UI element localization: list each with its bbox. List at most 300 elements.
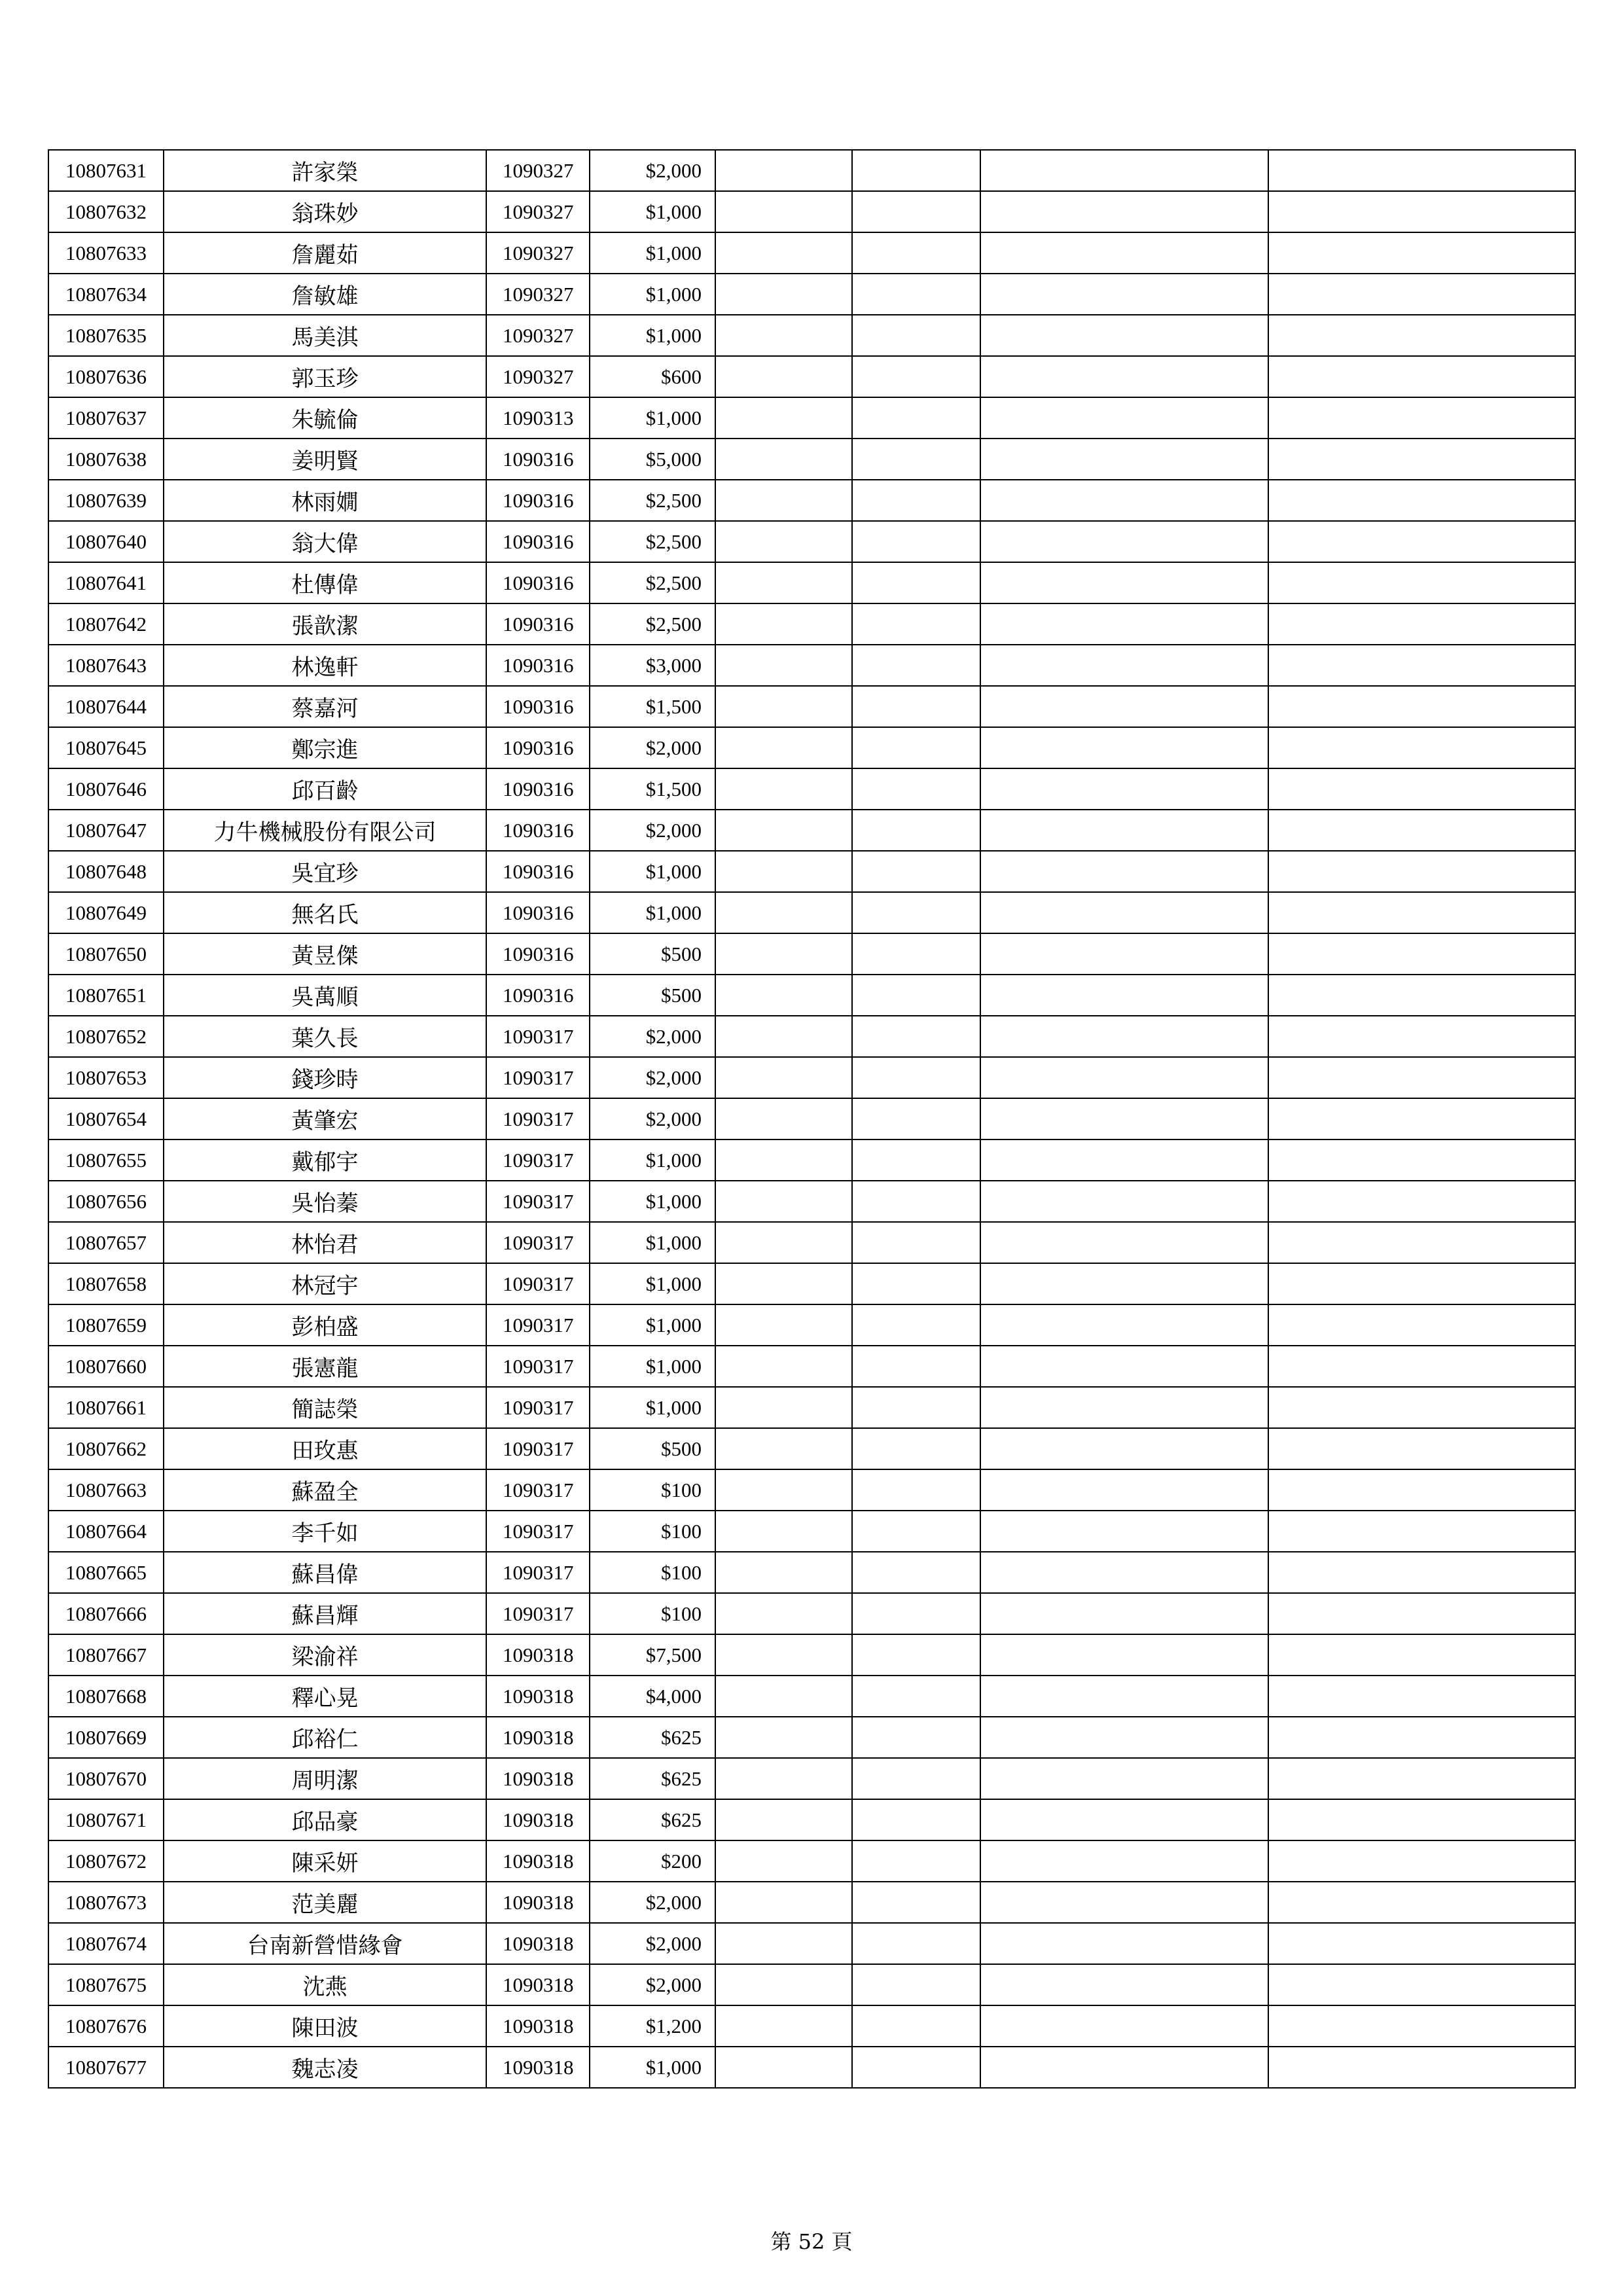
date-cell: 1090317 [486,1387,590,1428]
donor-name-cell: 李千如 [164,1511,486,1552]
empty-cell [852,810,980,851]
date-cell: 1090318 [486,1634,590,1676]
receipt-number-cell: 10807634 [48,274,164,315]
table-row [48,686,1575,727]
empty-cell [1268,933,1575,975]
empty-cell [715,933,852,975]
date-cell: 1090316 [486,727,590,768]
empty-cell [1268,1098,1575,1139]
empty-cell [715,1676,852,1717]
date-cell: 1090316 [486,810,590,851]
empty-cell [980,686,1268,727]
empty-cell [1268,1016,1575,1057]
donor-name-cell: 沈燕 [164,1964,486,2005]
date-cell: 1090316 [486,686,590,727]
amount-cell: $100 [590,1469,715,1511]
empty-cell [715,1222,852,1263]
donor-name-cell: 陳田波 [164,2005,486,2047]
empty-cell [980,1304,1268,1346]
receipt-number-cell: 10807655 [48,1139,164,1181]
empty-cell [980,439,1268,480]
receipt-number-cell: 10807659 [48,1304,164,1346]
receipt-number-cell: 10807650 [48,933,164,975]
donor-name-cell: 吳萬順 [164,975,486,1016]
receipt-number-cell: 10807664 [48,1511,164,1552]
receipt-number-cell: 10807675 [48,1964,164,2005]
table-row [48,1511,1575,1552]
amount-cell: $5,000 [590,439,715,480]
empty-cell [852,191,980,232]
empty-cell [980,1717,1268,1758]
date-cell: 1090327 [486,356,590,397]
table-row [48,1717,1575,1758]
amount-cell: $1,000 [590,851,715,892]
date-cell: 1090316 [486,892,590,933]
amount-cell: $3,000 [590,645,715,686]
empty-cell [980,232,1268,274]
table-row [48,1263,1575,1304]
amount-cell: $4,000 [590,1676,715,1717]
empty-cell [852,603,980,645]
donor-name-cell: 蘇盈全 [164,1469,486,1511]
empty-cell [1268,480,1575,521]
ledger-body [48,150,1575,2088]
empty-cell [1268,562,1575,603]
date-cell: 1090327 [486,191,590,232]
table-row [48,480,1575,521]
table-row [48,1799,1575,1840]
receipt-number-cell: 10807647 [48,810,164,851]
empty-cell [1268,1387,1575,1428]
empty-cell [1268,1304,1575,1346]
receipt-number-cell: 10807637 [48,397,164,439]
date-cell: 1090316 [486,975,590,1016]
empty-cell [980,1139,1268,1181]
amount-cell: $100 [590,1593,715,1634]
date-cell: 1090327 [486,274,590,315]
receipt-number-cell: 10807654 [48,1098,164,1139]
empty-cell [1268,1263,1575,1304]
empty-cell [1268,191,1575,232]
table-row [48,315,1575,356]
empty-cell [715,1346,852,1387]
empty-cell [1268,1057,1575,1098]
empty-cell [852,1840,980,1882]
donor-name-cell: 彭柏盛 [164,1304,486,1346]
receipt-number-cell: 10807665 [48,1552,164,1593]
donor-name-cell: 力牛機械股份有限公司 [164,810,486,851]
empty-cell [1268,397,1575,439]
receipt-number-cell: 10807635 [48,315,164,356]
table-row [48,356,1575,397]
empty-cell [715,1469,852,1511]
receipt-number-cell: 10807640 [48,521,164,562]
empty-cell [852,2047,980,2088]
empty-cell [715,1057,852,1098]
empty-cell [852,727,980,768]
receipt-number-cell: 10807670 [48,1758,164,1799]
donor-name-cell: 陳采妍 [164,1840,486,1882]
empty-cell [980,1222,1268,1263]
empty-cell [1268,1428,1575,1469]
date-cell: 1090316 [486,645,590,686]
donor-name-cell: 朱毓倫 [164,397,486,439]
amount-cell: $2,500 [590,521,715,562]
empty-cell [715,315,852,356]
date-cell: 1090317 [486,1222,590,1263]
table-row [48,1758,1575,1799]
receipt-number-cell: 10807644 [48,686,164,727]
empty-cell [980,727,1268,768]
receipt-number-cell: 10807646 [48,768,164,810]
empty-cell [1268,2047,1575,2088]
date-cell: 1090317 [486,1057,590,1098]
amount-cell: $2,000 [590,1016,715,1057]
empty-cell [715,1511,852,1552]
date-cell: 1090318 [486,1758,590,1799]
amount-cell: $2,500 [590,603,715,645]
empty-cell [715,1016,852,1057]
empty-cell [715,232,852,274]
empty-cell [852,2005,980,2047]
donor-name-cell: 蘇昌輝 [164,1593,486,1634]
empty-cell [1268,315,1575,356]
empty-cell [1268,1552,1575,1593]
table-row [48,1139,1575,1181]
table-row [48,439,1575,480]
empty-cell [1268,810,1575,851]
amount-cell: $7,500 [590,1634,715,1676]
empty-cell [980,1882,1268,1923]
amount-cell: $2,000 [590,727,715,768]
amount-cell: $1,000 [590,315,715,356]
empty-cell [980,1181,1268,1222]
empty-cell [1268,274,1575,315]
table-row [48,562,1575,603]
empty-cell [715,1964,852,2005]
date-cell: 1090318 [486,1676,590,1717]
date-cell: 1090327 [486,232,590,274]
table-row [48,768,1575,810]
empty-cell [980,1469,1268,1511]
receipt-number-cell: 10807667 [48,1634,164,1676]
empty-cell [715,521,852,562]
receipt-number-cell: 10807666 [48,1593,164,1634]
empty-cell [852,1304,980,1346]
donor-name-cell: 張憲龍 [164,1346,486,1387]
empty-cell [715,1717,852,1758]
empty-cell [852,521,980,562]
table-row [48,1882,1575,1923]
empty-cell [852,1181,980,1222]
amount-cell: $1,000 [590,2047,715,2088]
table-row [48,1840,1575,1882]
empty-cell [852,315,980,356]
empty-cell [715,1304,852,1346]
empty-cell [980,645,1268,686]
empty-cell [980,1263,1268,1304]
table-row [48,191,1575,232]
donor-name-cell: 詹麗茹 [164,232,486,274]
amount-cell: $500 [590,975,715,1016]
donor-name-cell: 林雨嫺 [164,480,486,521]
receipt-number-cell: 10807639 [48,480,164,521]
donor-name-cell: 黃昱傑 [164,933,486,975]
donation-ledger-table [48,149,1576,2089]
amount-cell: $200 [590,1840,715,1882]
empty-cell [1268,975,1575,1016]
donor-name-cell: 吳宜珍 [164,851,486,892]
table-row [48,1098,1575,1139]
table-row [48,1552,1575,1593]
page-number: 第 52 頁 [770,2229,853,2254]
empty-cell [715,1799,852,1840]
empty-cell [1268,1923,1575,1964]
date-cell: 1090318 [486,1840,590,1882]
empty-cell [715,1139,852,1181]
empty-cell [715,356,852,397]
donor-name-cell: 戴郁宇 [164,1139,486,1181]
empty-cell [980,191,1268,232]
amount-cell: $1,200 [590,2005,715,2047]
empty-cell [852,1469,980,1511]
empty-cell [852,1758,980,1799]
empty-cell [980,1676,1268,1717]
empty-cell [715,1552,852,1593]
empty-cell [980,274,1268,315]
empty-cell [852,1428,980,1469]
empty-cell [1268,150,1575,191]
table-row [48,1428,1575,1469]
empty-cell [980,1840,1268,1882]
date-cell: 1090313 [486,397,590,439]
empty-cell [1268,768,1575,810]
table-row [48,1676,1575,1717]
amount-cell: $1,000 [590,1346,715,1387]
date-cell: 1090318 [486,1964,590,2005]
empty-cell [715,397,852,439]
empty-cell [715,274,852,315]
empty-cell [1268,1222,1575,1263]
amount-cell: $1,500 [590,768,715,810]
empty-cell [715,562,852,603]
empty-cell [715,480,852,521]
donor-name-cell: 葉久長 [164,1016,486,1057]
date-cell: 1090316 [486,480,590,521]
donor-name-cell: 吳怡蓁 [164,1181,486,1222]
donor-name-cell: 張歆潔 [164,603,486,645]
empty-cell [852,562,980,603]
date-cell: 1090317 [486,1263,590,1304]
donor-name-cell: 蘇昌偉 [164,1552,486,1593]
empty-cell [715,1923,852,1964]
empty-cell [715,1098,852,1139]
empty-cell [980,933,1268,975]
donor-name-cell: 馬美淇 [164,315,486,356]
empty-cell [715,1181,852,1222]
receipt-number-cell: 10807672 [48,1840,164,1882]
receipt-number-cell: 10807638 [48,439,164,480]
donor-name-cell: 姜明賢 [164,439,486,480]
amount-cell: $100 [590,1552,715,1593]
empty-cell [980,1634,1268,1676]
donor-name-cell: 邱百齡 [164,768,486,810]
empty-cell [980,1511,1268,1552]
empty-cell [852,1923,980,1964]
empty-cell [980,603,1268,645]
empty-cell [1268,603,1575,645]
date-cell: 1090317 [486,1511,590,1552]
table-row [48,1057,1575,1098]
empty-cell [715,768,852,810]
empty-cell [852,1057,980,1098]
empty-cell [1268,232,1575,274]
receipt-number-cell: 10807653 [48,1057,164,1098]
date-cell: 1090317 [486,1346,590,1387]
empty-cell [980,356,1268,397]
table-row [48,975,1575,1016]
amount-cell: $1,000 [590,1181,715,1222]
empty-cell [852,1552,980,1593]
amount-cell: $2,000 [590,1057,715,1098]
table-row [48,150,1575,191]
table-row [48,603,1575,645]
empty-cell [715,439,852,480]
receipt-number-cell: 10807663 [48,1469,164,1511]
empty-cell [980,1428,1268,1469]
empty-cell [852,768,980,810]
amount-cell: $1,000 [590,1304,715,1346]
empty-cell [980,150,1268,191]
empty-cell [715,1840,852,1882]
amount-cell: $2,000 [590,1964,715,2005]
date-cell: 1090317 [486,1098,590,1139]
table-row [48,727,1575,768]
empty-cell [980,892,1268,933]
empty-cell [715,150,852,191]
receipt-number-cell: 10807652 [48,1016,164,1057]
amount-cell: $1,000 [590,397,715,439]
empty-cell [852,1676,980,1717]
empty-cell [980,1923,1268,1964]
empty-cell [852,439,980,480]
amount-cell: $2,500 [590,562,715,603]
receipt-number-cell: 10807658 [48,1263,164,1304]
empty-cell [715,892,852,933]
date-cell: 1090316 [486,562,590,603]
amount-cell: $1,000 [590,274,715,315]
empty-cell [852,645,980,686]
donor-name-cell: 魏志凌 [164,2047,486,2088]
empty-cell [715,2047,852,2088]
amount-cell: $625 [590,1758,715,1799]
amount-cell: $100 [590,1511,715,1552]
empty-cell [1268,1469,1575,1511]
donor-name-cell: 梁渝祥 [164,1634,486,1676]
empty-cell [1268,1634,1575,1676]
empty-cell [980,1552,1268,1593]
date-cell: 1090317 [486,1593,590,1634]
donor-name-cell: 詹敏雄 [164,274,486,315]
date-cell: 1090318 [486,2047,590,2088]
receipt-number-cell: 10807631 [48,150,164,191]
empty-cell [852,150,980,191]
table-row [48,521,1575,562]
empty-cell [1268,1139,1575,1181]
empty-cell [980,810,1268,851]
empty-cell [852,686,980,727]
empty-cell [852,1799,980,1840]
table-row [48,1923,1575,1964]
donor-name-cell: 無名氏 [164,892,486,933]
receipt-number-cell: 10807642 [48,603,164,645]
table-row [48,2005,1575,2047]
empty-cell [980,1098,1268,1139]
receipt-number-cell: 10807660 [48,1346,164,1387]
empty-cell [852,1634,980,1676]
receipt-number-cell: 10807677 [48,2047,164,2088]
donor-name-cell: 杜傳偉 [164,562,486,603]
empty-cell [852,1717,980,1758]
donor-name-cell: 台南新營惜緣會 [164,1923,486,1964]
empty-cell [1268,1717,1575,1758]
empty-cell [980,521,1268,562]
amount-cell: $2,000 [590,1923,715,1964]
empty-cell [852,851,980,892]
donor-name-cell: 錢珍時 [164,1057,486,1098]
receipt-number-cell: 10807669 [48,1717,164,1758]
empty-cell [1268,686,1575,727]
date-cell: 1090317 [486,1552,590,1593]
amount-cell: $600 [590,356,715,397]
empty-cell [715,727,852,768]
table-row [48,933,1575,975]
receipt-number-cell: 10807673 [48,1882,164,1923]
receipt-number-cell: 10807636 [48,356,164,397]
donor-name-cell: 范美麗 [164,1882,486,1923]
date-cell: 1090318 [486,2005,590,2047]
table-row [48,1304,1575,1346]
donor-name-cell: 翁大偉 [164,521,486,562]
table-row [48,397,1575,439]
amount-cell: $1,000 [590,892,715,933]
empty-cell [1268,645,1575,686]
receipt-number-cell: 10807641 [48,562,164,603]
empty-cell [1268,1346,1575,1387]
empty-cell [852,1964,980,2005]
date-cell: 1090317 [486,1304,590,1346]
donor-name-cell: 翁珠妙 [164,191,486,232]
date-cell: 1090317 [486,1428,590,1469]
empty-cell [852,933,980,975]
empty-cell [1268,727,1575,768]
empty-cell [715,975,852,1016]
empty-cell [1268,1593,1575,1634]
empty-cell [852,232,980,274]
empty-cell [980,768,1268,810]
empty-cell [715,603,852,645]
date-cell: 1090327 [486,315,590,356]
receipt-number-cell: 10807662 [48,1428,164,1469]
amount-cell: $625 [590,1799,715,1840]
table-row [48,274,1575,315]
donor-name-cell: 許家榮 [164,150,486,191]
empty-cell [1268,1964,1575,2005]
receipt-number-cell: 10807633 [48,232,164,274]
date-cell: 1090318 [486,1882,590,1923]
donor-name-cell: 蔡嘉河 [164,686,486,727]
amount-cell: $1,000 [590,232,715,274]
